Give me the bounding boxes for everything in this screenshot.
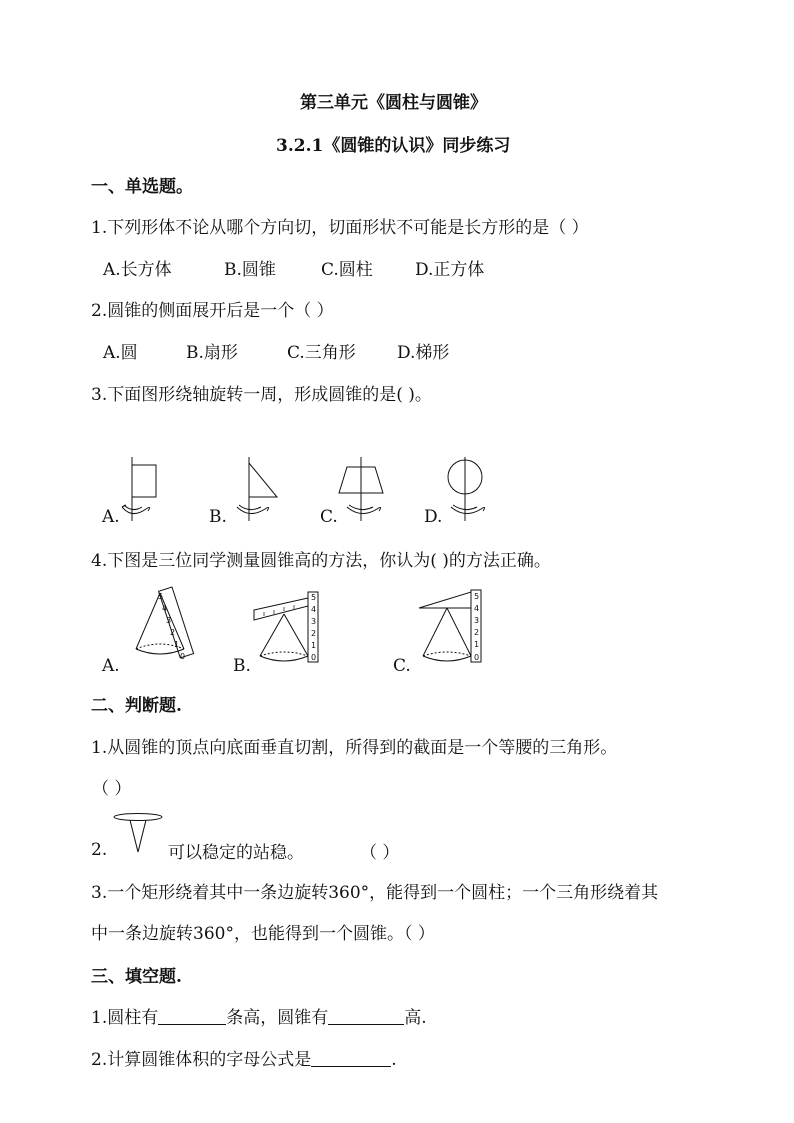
q3-figure-a-rectangle-rotation (118, 455, 163, 525)
question-4-text: 4.下图是三位同学测量圆锥高的方法，你认为( )的方法正确。 (91, 551, 551, 571)
fill-blank-2-part1: 2.计算圆锥体积的字母公式是 (91, 1050, 312, 1070)
judgement-1-bracket[interactable]: （ ） (92, 779, 132, 799)
q3-option-a[interactable]: A. (102, 507, 120, 527)
q4-figure-a-tilted-ruler-cone (128, 585, 203, 665)
ruler-b-tick: 3 (311, 617, 317, 626)
q2-option-c[interactable]: C.三角形 (287, 343, 356, 363)
q1-option-b[interactable]: B.圆锥 (224, 260, 276, 280)
q3-option-d[interactable]: D. (424, 507, 443, 527)
section-heading-single-choice: 一、单选题。 (91, 177, 193, 197)
ruler-b-tick: 1 (311, 641, 317, 650)
q3-option-c[interactable]: C. (320, 507, 338, 527)
section-heading-judgement: 二、判断题. (91, 696, 182, 716)
judgement-1-text: 1.从圆锥的顶点向底面垂直切割，所得到的截面是一个等腰的三角形。 (91, 738, 618, 758)
judgement-2-bracket[interactable]: （ ） (360, 843, 400, 863)
q2-option-d[interactable]: D.梯形 (397, 343, 450, 363)
fill-blank-1-answer-cylinder[interactable] (158, 1008, 226, 1025)
page-title: 第三单元《圆柱与圆锥》 (300, 93, 487, 113)
ruler-b-tick: 0 (311, 653, 317, 662)
q4-option-a[interactable]: A. (102, 656, 120, 676)
fill-blank-1 (91, 1003, 427, 1028)
ruler-c-tick: 2 (474, 628, 480, 637)
ruler-a-tick: 2 (170, 628, 176, 637)
page-subtitle: 3.2.1《圆锥的认识》同步练习 (276, 136, 511, 156)
judgement-2-number: 2. (91, 840, 108, 860)
fill-blank-2 (91, 1045, 397, 1070)
ruler-c-tick: 1 (474, 640, 480, 649)
ruler-c-tick: 5 (474, 592, 480, 601)
fill-blank-1-part3: 高. (404, 1008, 427, 1028)
q1-option-c[interactable]: C.圆柱 (321, 260, 373, 280)
ruler-a-tick: 1 (174, 640, 180, 649)
q3-figure-d-circle-rotation (443, 455, 493, 525)
ruler-a-tick: 5 (158, 592, 164, 601)
q3-option-b[interactable]: B. (209, 507, 227, 527)
q2-option-b[interactable]: B.扇形 (186, 343, 238, 363)
q1-option-a[interactable]: A.长方体 (103, 260, 172, 280)
fill-blank-2-answer[interactable] (311, 1050, 391, 1067)
q3-figure-b-triangle-rotation (229, 455, 289, 525)
q2-option-a[interactable]: A.圆 (103, 343, 138, 363)
q4-figure-b-flat-ruler-cone (250, 590, 330, 668)
ruler-c-tick: 4 (474, 604, 480, 613)
q4-figure-c-triangle-ruler-cone (415, 588, 495, 668)
q1-option-d[interactable]: D.正方体 (415, 260, 485, 280)
judgement-3-text-line2: 中一条边旋转360°，也能得到一个圆锥。（ ） (91, 924, 435, 944)
upside-down-cone-figure (112, 812, 167, 857)
ruler-c-tick: 3 (474, 616, 480, 625)
ruler-c-tick: 0 (474, 653, 480, 662)
question-3-text: 3.下面图形绕轴旋转一周，形成圆锥的是( )。 (91, 385, 432, 405)
fill-blank-1-answer-cone[interactable] (328, 1008, 404, 1025)
q3-figure-c-trapezoid-rotation (333, 455, 393, 525)
ruler-b-tick: 5 (311, 593, 317, 602)
judgement-3-text-line1: 3.一个矩形绕着其中一条边旋转360°，能得到一个圆柱；一个三角形绕着其 (91, 883, 659, 903)
q4-option-b[interactable]: B. (233, 656, 251, 676)
fill-blank-1-part2: 条高，圆锥有 (226, 1008, 329, 1028)
section-heading-fill-blank: 三、填空题. (91, 967, 182, 987)
ruler-b-tick: 2 (311, 629, 317, 638)
question-2-text: 2.圆锥的侧面展开后是一个（ ） (91, 301, 334, 321)
ruler-a-tick: 0 (180, 652, 186, 661)
fill-blank-2-part2: . (391, 1050, 397, 1070)
ruler-b-tick: 4 (311, 605, 317, 614)
judgement-2-text: 可以稳定的站稳。 (168, 843, 304, 863)
fill-blank-1-part1: 1.圆柱有 (91, 1008, 159, 1028)
question-1-text: 1.下列形体不论从哪个方向切，切面形状不可能是长方形的是（ ） (91, 218, 589, 238)
q4-option-c[interactable]: C. (393, 656, 411, 676)
ruler-a-tick: 4 (162, 604, 168, 613)
ruler-a-tick: 3 (166, 616, 172, 625)
